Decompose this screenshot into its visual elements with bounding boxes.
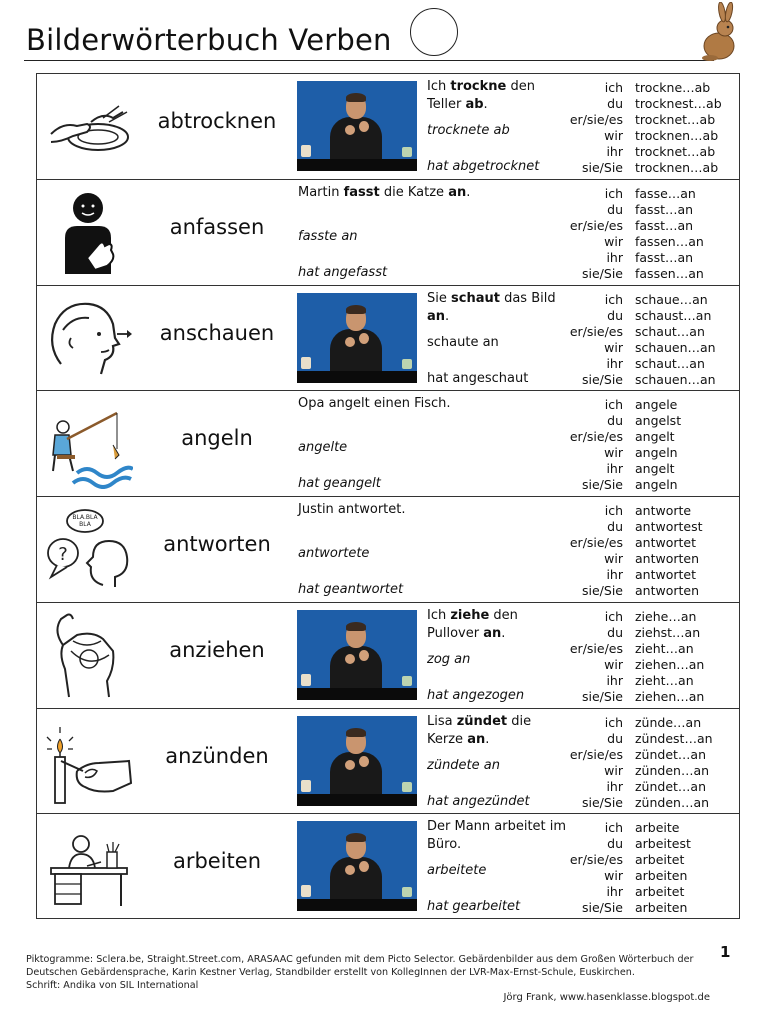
verb-row-anfassen — [37, 180, 739, 286]
pronoun: wir — [604, 551, 623, 566]
sign-language-photo — [297, 293, 417, 383]
pronoun-column — [567, 609, 623, 705]
pronoun: ihr — [606, 884, 623, 900]
verb-row-anziehen — [37, 603, 739, 709]
candle-match-icon — [43, 717, 133, 807]
conjugated-form: ziehst…an — [635, 624, 701, 640]
pronoun: wir — [604, 233, 623, 249]
pronoun: ich — [604, 80, 623, 95]
verb-infinitive: anziehen — [169, 637, 265, 662]
page-title: Bilderwörterbuch Verben — [26, 23, 392, 57]
example-sentence: Sie schaut das Bild an. — [427, 290, 556, 324]
pronoun: er/sie/es — [569, 429, 623, 445]
title-underline — [24, 60, 714, 61]
conjugated-form: arbeiten — [635, 868, 688, 884]
drying-dishes-icon — [43, 82, 133, 172]
conjugated-form: schaue…an — [635, 291, 708, 307]
conjugation-column — [635, 186, 739, 282]
conjugated-form: trocknen…ab — [635, 160, 719, 175]
conjugated-form: zieht…an — [635, 672, 694, 688]
conjugated-form: ziehe…an — [635, 608, 697, 624]
conjugated-form: trocknet…ab — [635, 144, 716, 159]
past-tense: arbeitete — [427, 863, 487, 879]
empty-circle — [410, 8, 458, 56]
conjugated-form: antworte — [635, 503, 692, 518]
perfect-tense: hat abgetrocknet — [427, 159, 540, 174]
svg-text:BLA.BLA: BLA.BLA — [72, 514, 98, 521]
conjugated-form: zieht…an — [635, 640, 694, 656]
touch-person-icon — [43, 188, 133, 278]
conjugated-form: arbeitet — [635, 852, 685, 868]
conjugated-form: trockne…ab — [635, 80, 711, 95]
verb-infinitive: angeln — [181, 426, 253, 451]
conjugated-form: angelst — [635, 413, 682, 429]
conjugated-form: zündet…an — [635, 778, 707, 794]
conjugation-column — [635, 715, 739, 811]
pullover-icon — [43, 611, 133, 701]
conjugated-form: ziehen…an — [635, 688, 705, 704]
example-sentence: Ich ziehe den Pullover an. — [427, 607, 518, 641]
footer-sources: Piktogramme: Sclera.be, Straight.Street.com, ARASAAC gefunden mit dem Picto Selector. Gebärdenbilder aus dem Großen Wörterbuch der Deutschen Gebärdensprache, Karin Kestner Verlag, Standbilder erstellt von KollegInnen der LVR-Max-Ernst-Schule, Euskirchen. — [26, 954, 694, 978]
pronoun-column — [567, 715, 623, 811]
pronoun: sie/Sie — [582, 794, 623, 810]
example-sentence: Martin fasst die Katze an. — [298, 184, 471, 200]
page-number: 1 — [720, 943, 731, 961]
pronoun-column — [567, 80, 623, 176]
conjugated-form: antworten — [635, 551, 700, 566]
pronoun: ich — [604, 397, 623, 413]
pronoun-column — [567, 186, 623, 282]
conjugated-form: arbeitet — [635, 884, 685, 900]
conjugated-form: trocknen…ab — [635, 128, 719, 143]
pronoun: er/sie/es — [569, 217, 623, 233]
pronoun: er/sie/es — [569, 746, 623, 762]
verb-infinitive: antworten — [163, 532, 271, 556]
conjugated-form: fasst…an — [635, 201, 694, 217]
pronoun: du — [607, 201, 623, 217]
sign-language-photo — [297, 821, 417, 911]
pronoun: ihr — [606, 144, 623, 159]
verb-infinitive: arbeiten — [172, 849, 262, 874]
pronoun: ich — [604, 185, 623, 201]
pronoun: ihr — [606, 355, 623, 371]
conjugated-form: fasse…an — [635, 185, 696, 201]
conjugated-form: antwortest — [635, 519, 703, 534]
conjugated-form: fassen…an — [635, 265, 704, 281]
perfect-tense: hat geangelt — [298, 476, 381, 492]
conjugated-form: trocknet…ab — [635, 112, 716, 127]
example-sentence: Lisa zündet die Kerze an. — [427, 713, 532, 747]
pronoun-column — [567, 292, 623, 388]
conjugated-form: angelt — [635, 429, 675, 445]
conjugated-form: zünden…an — [635, 794, 710, 810]
pronoun: wir — [604, 128, 623, 143]
pronoun: du — [607, 96, 623, 111]
pronoun: wir — [604, 445, 623, 461]
conjugated-form: angeln — [635, 445, 678, 461]
verb-infinitive: anzünden — [165, 743, 269, 768]
pronoun: er/sie/es — [569, 323, 623, 339]
past-tense: zündete an — [427, 757, 500, 773]
conjugated-form: antworten — [635, 583, 700, 598]
conjugated-form: fasst…an — [635, 217, 694, 233]
pronoun-column — [567, 397, 623, 493]
pronoun-column — [567, 503, 623, 599]
verb-row-antworten — [37, 497, 739, 603]
verb-infinitive: abtrocknen — [157, 109, 277, 133]
speech-bubbles-icon — [43, 505, 133, 595]
conjugated-form: arbeiten — [635, 900, 688, 916]
pronoun: er/sie/es — [569, 640, 623, 656]
pronoun: ihr — [606, 778, 623, 794]
past-tense: antwortete — [298, 546, 370, 561]
pronoun: wir — [604, 656, 623, 672]
conjugation-column — [635, 397, 739, 493]
verb-row-abtrocknen — [37, 74, 739, 180]
conjugated-form: zünde…an — [635, 714, 702, 730]
conjugated-form: zündet…an — [635, 746, 707, 762]
pronoun: wir — [604, 762, 623, 778]
conjugated-form: schaust…an — [635, 307, 712, 323]
pronoun: er/sie/es — [569, 535, 623, 550]
conjugation-column — [635, 820, 739, 916]
conjugated-form: schauen…an — [635, 371, 716, 387]
perfect-tense: hat angeschaut — [427, 370, 529, 386]
pronoun: ihr — [606, 249, 623, 265]
pronoun: ihr — [606, 672, 623, 688]
pronoun: sie/Sie — [582, 900, 623, 916]
verb-row-arbeiten — [37, 814, 739, 920]
pronoun: er/sie/es — [569, 852, 623, 868]
conjugated-form: antwortet — [635, 535, 696, 550]
pronoun: du — [607, 413, 623, 429]
pronoun: ich — [604, 503, 623, 518]
rabbit-icon — [696, 2, 742, 62]
pronoun: wir — [604, 339, 623, 355]
perfect-tense: hat geantwortet — [298, 582, 404, 597]
pronoun: sie/Sie — [582, 583, 623, 598]
conjugated-form: fasst…an — [635, 249, 694, 265]
pronoun: sie/Sie — [582, 477, 623, 493]
pronoun: ich — [604, 608, 623, 624]
pronoun: er/sie/es — [569, 112, 623, 127]
conjugated-form: arbeite — [635, 820, 680, 836]
conjugated-form: zündest…an — [635, 730, 713, 746]
verb-infinitive: anfassen — [169, 214, 265, 239]
conjugated-form: trocknest…ab — [635, 96, 722, 111]
conjugation-column — [635, 80, 739, 176]
pronoun-column — [567, 820, 623, 916]
look-face-icon — [43, 294, 133, 384]
pronoun: ich — [604, 291, 623, 307]
conjugation-column — [635, 503, 739, 599]
conjugated-form: arbeitest — [635, 836, 691, 852]
sign-language-photo — [297, 716, 417, 806]
pronoun: ihr — [606, 567, 623, 582]
sign-language-photo — [297, 81, 417, 171]
conjugated-form: angele — [635, 397, 678, 413]
svg-text:BLA: BLA — [79, 521, 91, 528]
conjugated-form: zünden…an — [635, 762, 710, 778]
conjugated-form: fassen…an — [635, 233, 704, 249]
pronoun: sie/Sie — [582, 371, 623, 387]
conjugated-form: ziehen…an — [635, 656, 705, 672]
verb-row-anschauen — [37, 286, 739, 392]
svg-text:?: ? — [58, 544, 68, 565]
pronoun: du — [607, 307, 623, 323]
perfect-tense: hat angezogen — [427, 687, 525, 703]
conjugated-form: schauen…an — [635, 339, 716, 355]
fishing-icon — [43, 399, 133, 489]
example-sentence: Der Mann arbeitet im Büro. — [427, 819, 567, 853]
desk-work-icon — [43, 822, 133, 912]
past-tense: angelte — [298, 440, 348, 456]
perfect-tense: hat angezündet — [427, 793, 530, 809]
author-credit: Jörg Frank, www.hasenklasse.blogspot.de — [503, 992, 710, 1003]
verb-table — [36, 73, 740, 919]
conjugated-form: schaut…an — [635, 355, 705, 371]
conjugation-column — [635, 609, 739, 705]
pronoun: sie/Sie — [582, 160, 623, 175]
verb-row-anzünden — [37, 709, 739, 815]
example-sentence: Opa angelt einen Fisch. — [298, 396, 451, 412]
pronoun: du — [607, 519, 623, 534]
past-tense: zog an — [427, 651, 471, 667]
perfect-tense: hat gearbeitet — [427, 899, 521, 915]
sign-language-photo — [297, 610, 417, 700]
example-sentence: Ich trockne den Teller ab. — [427, 79, 535, 112]
conjugation-column — [635, 292, 739, 388]
pronoun: sie/Sie — [582, 265, 623, 281]
pronoun: du — [607, 624, 623, 640]
pronoun: wir — [604, 868, 623, 884]
past-tense: schaute an — [427, 334, 499, 350]
past-tense: fasste an — [298, 228, 358, 244]
past-tense: trocknete ab — [427, 123, 510, 138]
pronoun: ich — [604, 820, 623, 836]
pronoun: ich — [604, 714, 623, 730]
conjugated-form: schaut…an — [635, 323, 705, 339]
verb-infinitive: anschauen — [159, 320, 275, 345]
pronoun: sie/Sie — [582, 688, 623, 704]
conjugated-form: angeln — [635, 477, 678, 493]
footer-text — [26, 953, 716, 992]
pronoun: du — [607, 730, 623, 746]
example-sentence: Justin antwortet. — [298, 502, 406, 517]
conjugated-form: angelt — [635, 461, 675, 477]
conjugated-form: antwortet — [635, 567, 696, 582]
pronoun: du — [607, 836, 623, 852]
footer-font-note: Schrift: Andika von SIL International — [26, 980, 199, 991]
perfect-tense: hat angefasst — [298, 264, 388, 280]
verb-row-angeln — [37, 391, 739, 497]
pronoun: ihr — [606, 461, 623, 477]
